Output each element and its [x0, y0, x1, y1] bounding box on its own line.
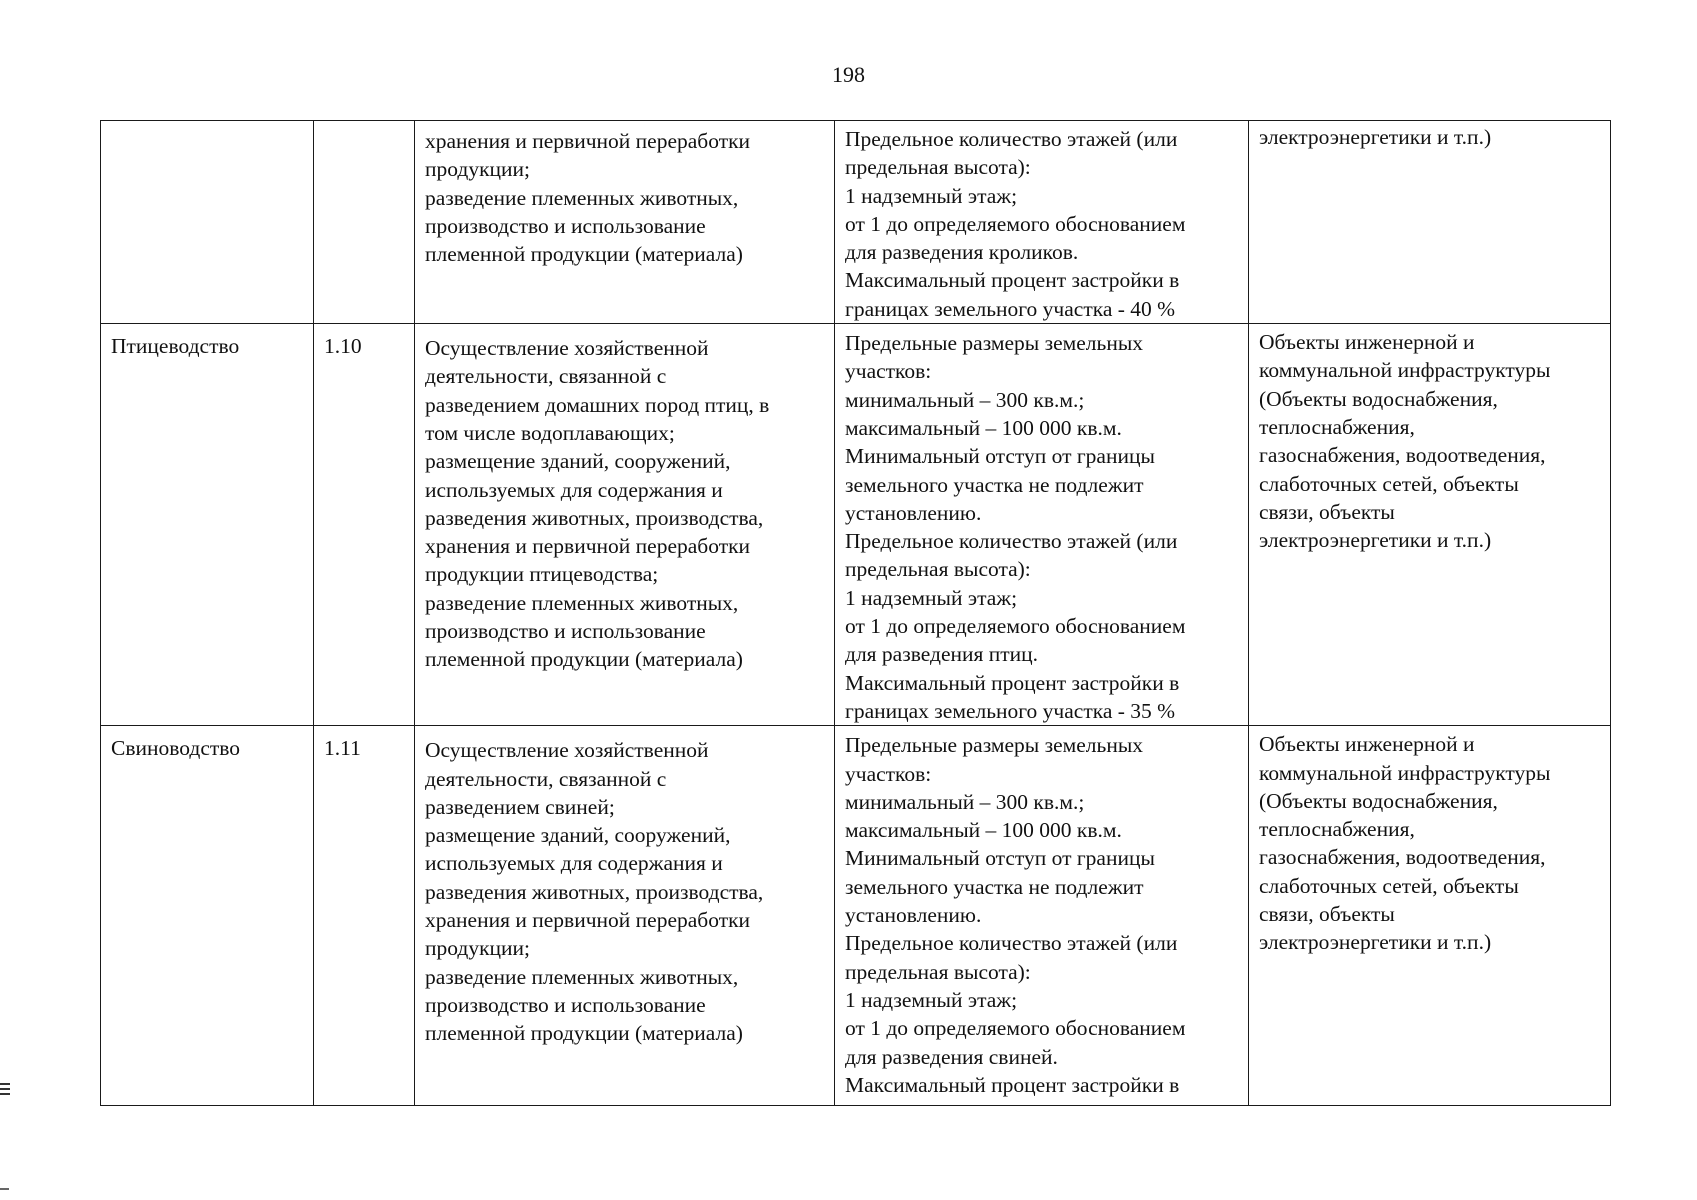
text-line: Максимальный процент застройки в: [845, 1072, 1180, 1097]
text-line: электроэнергетики и т.п.): [1259, 930, 1492, 955]
use-code-cell: [314, 121, 415, 324]
text-line: участков:: [845, 359, 932, 384]
text-line: хранения и первичной переработки: [425, 129, 751, 153]
text-line: размещение зданий, сооружений,: [425, 449, 731, 474]
text-line: (Объекты водоснабжения,: [1259, 386, 1498, 411]
text-line: (Объекты водоснабжения,: [1259, 788, 1498, 813]
text-line: 1 надземный этаж;: [845, 987, 1018, 1012]
text-line: производство и использование: [425, 992, 706, 1017]
facilities-cell: [1249, 121, 1611, 324]
text-line: для разведения кроликов.: [845, 240, 1079, 265]
use-code: 1.11: [324, 736, 361, 761]
parameters-cell: [835, 121, 1249, 324]
text-line: слаботочных сетей, объекты: [1259, 471, 1519, 496]
text-line: установлению.: [845, 903, 982, 928]
table-row: [101, 726, 1611, 1106]
text-line: электроэнергетики и т.п.): [1259, 125, 1492, 149]
text-line: Предельное количество этажей (или: [845, 127, 1178, 151]
parameters-cell: [835, 324, 1249, 726]
text-line: продукции;: [425, 936, 531, 961]
text-line: Предельное количество этажей (или: [845, 529, 1178, 554]
text-line: разведения животных, производства,: [425, 879, 764, 904]
text-line: разведением домашних пород птиц, в: [425, 392, 770, 417]
text-line: Осуществление хозяйственной: [425, 738, 709, 763]
text-line: границах земельного участка - 35 %: [845, 698, 1176, 723]
use-description-cell: [415, 324, 835, 726]
text-line: разведение племенных животных,: [425, 964, 739, 989]
table-row: [101, 324, 1611, 726]
zoning-table: [100, 120, 1611, 1106]
text-line: том числе водоплавающих;: [425, 420, 675, 445]
text-line: предельная высота):: [845, 557, 1031, 582]
use-code-cell: [314, 726, 415, 1106]
text-line: связи, объекты: [1259, 499, 1395, 524]
facilities-cell: [1249, 324, 1611, 726]
text-line: разведение племенных животных,: [425, 590, 739, 615]
text-line: связи, объекты: [1259, 902, 1395, 927]
text-line: используемых для содержания и: [425, 851, 723, 876]
text-line: племенной продукции (материала): [425, 1021, 743, 1046]
text-line: 1 надземный этаж;: [845, 183, 1018, 208]
margin-dash: [0, 1188, 9, 1190]
text-line: деятельности, связанной с: [425, 364, 667, 389]
text-line: теплоснабжения,: [1259, 414, 1415, 439]
use-name-cell: [101, 121, 314, 324]
text-line: земельного участка не подлежит: [845, 472, 1144, 497]
text-line: продукции птицеводства;: [425, 562, 659, 587]
text-line: предельная высота):: [845, 959, 1031, 984]
use-name-cell: [101, 324, 314, 726]
text-line: максимальный – 100 000 кв.м.: [845, 415, 1122, 440]
use-name-cell: [101, 726, 314, 1106]
text-line: земельного участка не подлежит: [845, 874, 1144, 899]
text-line: Минимальный отступ от границы: [845, 846, 1155, 871]
text-line: размещение зданий, сооружений,: [425, 823, 731, 848]
text-line: 1 надземный этаж;: [845, 585, 1018, 610]
text-line: коммунальной инфраструктуры: [1259, 358, 1551, 383]
parameters-cell: [835, 726, 1249, 1106]
text-line: электроэнергетики и т.п.): [1259, 528, 1492, 553]
text-line: Максимальный процент застройки в: [845, 268, 1180, 293]
text-line: племенной продукции (материала): [425, 647, 743, 672]
text-line: слаботочных сетей, объекты: [1259, 873, 1519, 898]
text-line: деятельности, связанной с: [425, 766, 667, 791]
use-description-cell: [415, 726, 835, 1106]
text-line: теплоснабжения,: [1259, 817, 1415, 842]
use-code: 1.10: [324, 334, 362, 359]
use-code-cell: [314, 324, 415, 726]
text-line: продукции;: [425, 157, 531, 182]
text-line: для разведения свиней.: [845, 1044, 1058, 1069]
text-line: хранения и первичной переработки: [425, 908, 751, 933]
text-line: Осуществление хозяйственной: [425, 336, 709, 361]
text-line: коммунальной инфраструктуры: [1259, 760, 1551, 785]
text-line: от 1 до определяемого обоснованием: [845, 211, 1186, 236]
use-name: Свиноводство: [111, 736, 241, 761]
text-line: разведением свиней;: [425, 794, 615, 819]
text-line: используемых для содержания и: [425, 477, 723, 502]
text-line: предельная высота):: [845, 155, 1031, 180]
text-line: Объекты инженерной и: [1259, 330, 1475, 355]
text-line: от 1 до определяемого обоснованием: [845, 1016, 1186, 1041]
use-name: Птицеводство: [111, 334, 240, 359]
text-line: минимальный – 300 кв.м.;: [845, 789, 1085, 814]
text-line: Минимальный отступ от границы: [845, 444, 1155, 469]
table-row: [101, 121, 1611, 324]
text-line: Объекты инженерной и: [1259, 732, 1475, 757]
facilities-cell: [1249, 726, 1611, 1106]
text-line: разведения животных, производства,: [425, 505, 764, 530]
text-line: максимальный – 100 000 кв.м.: [845, 818, 1122, 843]
use-description-cell: [415, 121, 835, 324]
text-line: разведение племенных животных,: [425, 185, 739, 210]
text-line: Максимальный процент застройки в: [845, 670, 1180, 695]
text-line: производство и использование: [425, 213, 706, 238]
margin-mark: [0, 1083, 10, 1097]
text-line: минимальный – 300 кв.м.;: [845, 387, 1085, 412]
text-line: газоснабжения, водоотведения,: [1259, 443, 1546, 468]
page-number: 198: [832, 62, 865, 87]
text-line: от 1 до определяемого обоснованием: [845, 614, 1186, 639]
text-line: Предельное количество этажей (или: [845, 931, 1178, 956]
text-line: Предельные размеры земельных: [845, 331, 1144, 356]
text-line: Предельные размеры земельных: [845, 733, 1144, 758]
text-line: племенной продукции (материала): [425, 242, 743, 267]
text-line: участков:: [845, 761, 932, 786]
text-line: газоснабжения, водоотведения,: [1259, 845, 1546, 870]
text-line: хранения и первичной переработки: [425, 534, 751, 559]
text-line: производство и использование: [425, 619, 706, 644]
text-line: установлению.: [845, 500, 982, 525]
text-line: границах земельного участка - 40 %: [845, 296, 1176, 321]
text-line: для разведения птиц.: [845, 642, 1039, 667]
